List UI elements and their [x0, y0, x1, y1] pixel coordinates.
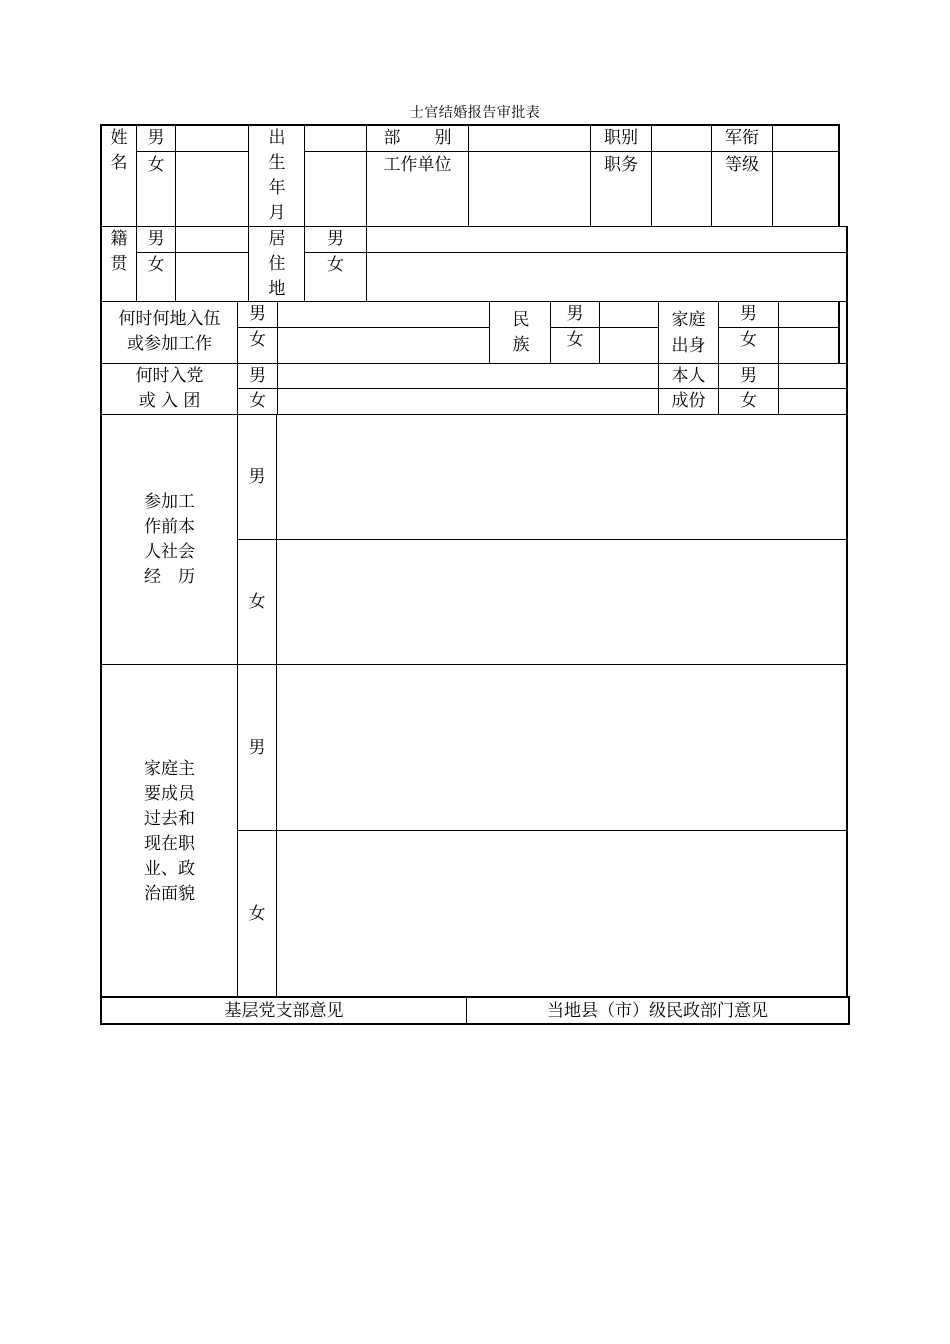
- party-male-label: 男: [249, 366, 266, 386]
- members-label-line5: 业、政: [144, 859, 195, 879]
- native-male-label: 男: [147, 229, 165, 249]
- residence-male-label: 男: [327, 229, 344, 249]
- enlist-female-label: 女: [249, 330, 266, 350]
- members-female-label: 女: [248, 904, 266, 924]
- col-line: [248, 125, 249, 226]
- name-label: 姓名: [110, 128, 128, 173]
- self-status-label-line2: 成份: [671, 391, 706, 411]
- military-rank-input[interactable]: [773, 126, 838, 151]
- enlist-male-input[interactable]: [278, 302, 489, 327]
- grade-label: 等级: [725, 155, 759, 175]
- ethnicity-male-input[interactable]: [600, 302, 658, 327]
- social-male-textarea[interactable]: [277, 415, 846, 539]
- self-male-label: 男: [740, 366, 757, 386]
- self-status-label-line1: 本人: [671, 366, 706, 386]
- social-male-label: 男: [248, 467, 266, 487]
- family-label-line2: 出身: [671, 336, 706, 356]
- members-label-line6: 治面貌: [144, 884, 195, 904]
- border-right-mid: [846, 226, 848, 998]
- social-label-line3: 人社会: [144, 542, 195, 562]
- department-label: 部 别: [383, 128, 452, 148]
- party-male-input[interactable]: [278, 364, 658, 388]
- residence-female-input[interactable]: [367, 253, 846, 301]
- border-right-upper: [838, 124, 840, 227]
- ethnicity-male-label: 男: [566, 304, 584, 324]
- native-female-input[interactable]: [176, 253, 247, 301]
- members-male-label: 男: [248, 738, 266, 758]
- family-female-input[interactable]: [779, 328, 838, 363]
- row-line-thick: [100, 996, 850, 998]
- social-female-textarea[interactable]: [277, 540, 846, 664]
- ethnicity-female-input[interactable]: [600, 328, 658, 363]
- work-unit-label: 工作单位: [383, 155, 452, 175]
- family-label-line1: 家庭: [671, 310, 706, 330]
- birth-female-input[interactable]: [305, 152, 365, 226]
- enlist-label-line2: 或参加工作: [127, 334, 212, 354]
- enlist-label-line1: 何时何地入伍: [118, 309, 221, 329]
- department-input[interactable]: [469, 126, 590, 151]
- post-type-input[interactable]: [652, 126, 711, 151]
- members-label-line3: 过去和: [144, 809, 195, 829]
- family-male-input[interactable]: [779, 302, 838, 327]
- members-label-line4: 现在职: [144, 834, 195, 854]
- work-unit-input[interactable]: [469, 152, 590, 226]
- military-rank-label: 军衔: [725, 128, 759, 148]
- native-male-input[interactable]: [176, 227, 247, 252]
- name-male-label: 男: [147, 128, 165, 148]
- members-female-textarea[interactable]: [277, 831, 846, 996]
- residence-label: 居住地: [268, 229, 286, 299]
- birth-label: 出生年月: [268, 128, 286, 223]
- border-right-bottom: [848, 997, 850, 1025]
- birth-male-input[interactable]: [305, 126, 365, 151]
- native-place-label: 籍贯: [110, 229, 128, 274]
- name-female-label: 女: [147, 155, 165, 175]
- position-label: 职务: [604, 155, 638, 175]
- name-female-input[interactable]: [176, 152, 247, 226]
- members-label-line2: 要成员: [144, 784, 195, 804]
- party-branch-opinion-label: 基层党支部意见: [224, 1001, 344, 1021]
- ethnicity-label: 民族: [512, 310, 530, 355]
- residence-female-label: 女: [327, 255, 344, 275]
- form-title: 士官结婚报告审批表: [409, 105, 541, 121]
- col-line: [489, 302, 490, 364]
- border-right-enlist: [838, 302, 840, 364]
- party-female-input[interactable]: [278, 389, 658, 414]
- members-male-textarea[interactable]: [277, 665, 846, 830]
- family-male-label: 男: [740, 304, 757, 324]
- members-label-line1: 家庭主: [144, 759, 195, 779]
- self-male-input[interactable]: [779, 364, 846, 388]
- social-label-line2: 作前本: [144, 517, 195, 537]
- position-input[interactable]: [652, 152, 711, 226]
- self-female-label: 女: [740, 391, 757, 411]
- party-label-line1: 何时入党: [135, 366, 204, 386]
- self-female-input[interactable]: [779, 389, 846, 414]
- ethnicity-female-label: 女: [566, 330, 584, 350]
- family-female-label: 女: [740, 330, 757, 350]
- native-female-label: 女: [147, 255, 165, 275]
- party-female-label: 女: [249, 391, 266, 411]
- party-label-line2: 或 入 团: [138, 391, 201, 411]
- enlist-male-label: 男: [249, 304, 266, 324]
- col-line: [248, 227, 249, 301]
- residence-male-input[interactable]: [367, 227, 846, 252]
- civil-affairs-opinion-label: 当地县（市）级民政部门意见: [547, 1001, 768, 1021]
- social-label-line1: 参加工: [144, 492, 195, 512]
- grade-input[interactable]: [773, 152, 838, 226]
- post-type-label: 职别: [604, 128, 638, 148]
- social-label-line4: 经 历: [144, 567, 195, 587]
- social-female-label: 女: [248, 592, 266, 612]
- name-male-input[interactable]: [176, 126, 247, 151]
- enlist-female-input[interactable]: [278, 328, 489, 363]
